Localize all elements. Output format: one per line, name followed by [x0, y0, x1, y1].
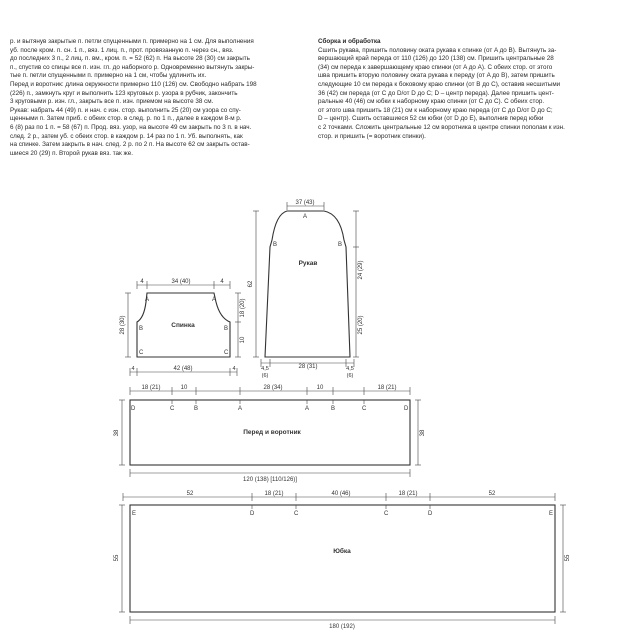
- sleeve-bottom-right-sub: (6): [346, 373, 354, 379]
- front-label-a-right: A: [305, 406, 310, 412]
- sleeve-label-b-left: B: [273, 242, 278, 248]
- text-line: шиеся 20 (29) п. Второй рукав вяз. так же.: [10, 149, 133, 157]
- front-label-c-right: C: [362, 406, 367, 412]
- back-label-b-right: B: [224, 326, 229, 332]
- front-bottom-dim: 120 (138) [110/126)]: [243, 477, 297, 483]
- sleeve-left-dim: 62: [248, 280, 254, 288]
- text-line: до последних 3 п., 2 лиц. п. вм., кром. п. = 52 (62) п. На высоте 28 (30) см закрыть: [10, 55, 250, 63]
- sleeve-label-a: A: [303, 214, 308, 220]
- back-title: Спинка: [171, 322, 195, 329]
- text-line: 36 (42) см переда (от C до D/от D до C; D – центр переда). Далее пришить цент-: [318, 89, 554, 97]
- back-top-right-dim: 4: [220, 279, 224, 285]
- skirt-bottom-dim: 180 (192): [329, 624, 355, 630]
- sleeve-bottom-center-dim: 28 (31): [298, 364, 318, 370]
- text-line: (226) п., замкнуть круг и выполнить 123 круговых р. узора в рубчик, закончить: [10, 89, 238, 97]
- assembly-heading: Сборка и обработка: [318, 38, 381, 45]
- text-line: след. 2 р., затем уб. с обеих стор. в каждом р. 14 раз по 1 п. Уб. выполнять, как: [10, 132, 243, 140]
- skirt-title: Юбка: [333, 548, 351, 555]
- skirt-dim-4: 18 (21): [398, 491, 418, 497]
- front-left-dim: 38: [114, 429, 120, 437]
- skirt-label-e-left: E: [132, 511, 137, 517]
- front-dim-1: 18 (21): [141, 385, 161, 391]
- skirt-label-e-right: E: [549, 511, 554, 517]
- skirt-label-d-right: D: [428, 511, 433, 517]
- back-label-a-left: A: [145, 297, 150, 303]
- front-label-a-left: A: [238, 406, 243, 412]
- text-line: с 2 точками. Сложить центральные 12 см воротника в центре спинки пополам к изн.: [318, 123, 565, 131]
- skirt-dim-1: 52: [186, 491, 194, 497]
- back-label-a-right: A: [212, 297, 217, 303]
- sleeve-diagram: [248, 200, 364, 379]
- back-top-center-dim: 34 (40): [171, 279, 191, 285]
- sleeve-bottom-right-dim: 4,5: [346, 366, 354, 372]
- text-line: стор. и пришить (= воротник спинки).: [318, 132, 426, 140]
- text-line: уб. после кром. п. сн. 1 п., вяз. 1 лиц. п., прот. провязанную п. через сн., вяз.: [10, 46, 234, 54]
- back-label-c-right: C: [224, 350, 229, 356]
- front-dim-5: 18 (21): [377, 385, 397, 391]
- skirt-label-c-right: C: [384, 511, 389, 517]
- front-label-c-left: C: [170, 406, 175, 412]
- text-line: 6 (8) раз по 1 п. = 58 (67) п. Прод. вяз. узор, на высоте 49 см закрыть по 3 п. в нач.: [10, 123, 252, 131]
- text-line: шва пришить вторую половину оката рукава к переду (от A до B), затем пришить: [318, 72, 555, 80]
- skirt-dim-3: 40 (46): [331, 491, 351, 497]
- front-label-b-left: B: [194, 406, 199, 412]
- back-diagram: [120, 279, 246, 376]
- front-right-dim: 38: [420, 429, 426, 437]
- text-line: (34) см переда к завершающему краю спинки (от A до A). С обеих стор. от этого: [318, 63, 553, 71]
- front-title: Перед и воротник: [243, 429, 301, 436]
- text-line: Рукав: набрать 44 (49) п. и нач. с изн. стор. выполнить 25 (20) см узора со спу-: [10, 106, 241, 114]
- skirt-label-d-left: D: [250, 511, 255, 517]
- back-label-c-left: C: [139, 350, 144, 356]
- sleeve-top-dim: 37 (43): [295, 200, 315, 206]
- back-top-left-dim: 4: [140, 279, 144, 285]
- text-line: ральные 40 (46) см юбки к наборному краю спинки (от C до C). С обеих стор.: [318, 98, 545, 106]
- sleeve-label-b-right: B: [338, 242, 343, 248]
- sleeve-right-bottom-dim: 25 (20): [358, 315, 364, 335]
- back-bottom-center-dim: 42 (48): [173, 366, 193, 372]
- back-right-top-dim: 18 (20): [240, 298, 246, 318]
- sleeve-outline: [265, 211, 350, 357]
- text-line: Сшить рукава, пришить половину оката рукава к спинке (от A до B). Вытянуть за-: [318, 46, 557, 54]
- back-right-bottom-dim: 10: [240, 336, 246, 344]
- front-label-d-right: D: [404, 406, 409, 412]
- skirt-left-dim: 55: [114, 554, 120, 562]
- text-line: на спинке. Затем закрыть в нач. след. 2 р. по 2 п. На высоте 62 см закрыть остав-: [10, 141, 250, 149]
- front-label-b-right: B: [331, 406, 336, 412]
- skirt-dim-5: 52: [488, 491, 496, 497]
- front-diagram: [114, 385, 426, 483]
- back-left-dim: 28 (30): [120, 315, 126, 335]
- text-line: п., спустив со спицы все п. изн. гл. до наборного р. Одновременно вытянуть закры-: [10, 63, 255, 71]
- back-bottom-left-dim: 4: [131, 366, 135, 372]
- sleeve-right-top-dim: 24 (29): [358, 260, 364, 280]
- front-dim-4: 10: [316, 385, 324, 391]
- front-dim-3: 28 (34): [263, 385, 283, 391]
- skirt-right-dim: 55: [565, 554, 571, 562]
- sleeve-title: Рукав: [298, 260, 318, 267]
- text-line: щенными п. Затем приб. с обеих стор. в след. р. по 1 п., далее в каждом 8-м р.: [10, 115, 242, 123]
- back-label-b-left: B: [139, 326, 144, 332]
- text-line: Перед и воротник: длина окружности примерно 110 (126) см. Свободно набрать 198: [10, 80, 257, 88]
- text-line: р. и вытянув закрытые п. петли спущенными п. примерно на 1 см. Для выполнения: [10, 38, 254, 45]
- sleeve-bottom-left-dim: 4,5: [261, 366, 269, 372]
- text-line: вершающий край переда от 110 (126) до 120 (138) см. Пришить центральные 28: [318, 55, 554, 63]
- back-bottom-right-dim: 4: [232, 366, 236, 372]
- skirt-diagram: [114, 491, 571, 630]
- text-line: следующие 10 см переда к боковому краю спинки (от B до C), оставив несшитыми: [318, 80, 561, 88]
- skirt-label-c-left: C: [294, 511, 299, 517]
- text-line: D – центр). Сшить оставшиеся 52 см юбки (от D до E), выполнив перед юбки: [318, 115, 544, 123]
- front-dim-2: 10: [180, 385, 188, 391]
- sleeve-bottom-left-sub: (6): [261, 373, 269, 379]
- text-line: 3 круговыми р. изн. гл., закрыть все п. изн. приемом на высоте 38 см.: [10, 98, 214, 106]
- text-line: от этого шва пришить 18 (21) см к наборному краю переда (от C до D/от D до C;: [318, 106, 553, 114]
- front-label-d-left: D: [131, 406, 136, 412]
- skirt-outline: [130, 505, 555, 612]
- text-line: тые п. петли спущенными п. примерно на 1 см, чтобы удлинить их.: [10, 72, 207, 80]
- skirt-dim-2: 18 (21): [264, 491, 284, 497]
